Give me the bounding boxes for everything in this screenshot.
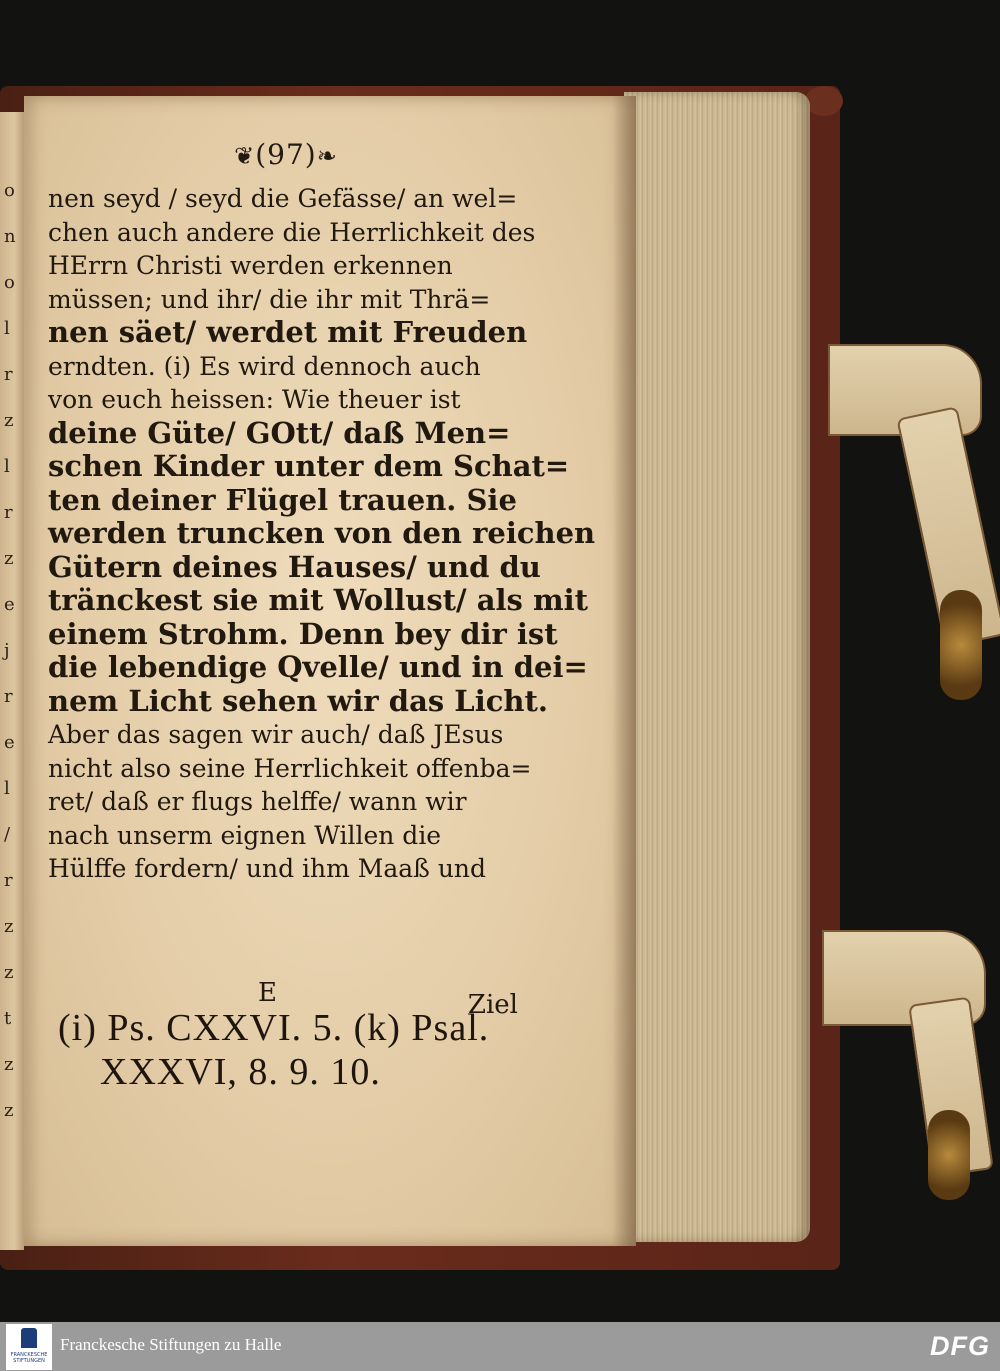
text-line: nen seyd / seyd die Gefässe/ an wel= xyxy=(48,184,518,213)
signature-mark: E xyxy=(258,978,277,1008)
facing-page-letter: z xyxy=(4,1054,14,1075)
page-fore-edge xyxy=(624,92,810,1242)
facing-page-letter: z xyxy=(4,962,14,983)
ornament-right-icon: ❧ xyxy=(316,142,338,170)
ornament-left-icon: ❦ xyxy=(234,142,256,170)
facing-page-letter: e xyxy=(4,594,15,615)
text-line: müssen; und ihr/ die ihr mit Thrä= xyxy=(48,284,491,314)
page-body-text xyxy=(48,182,596,886)
text-line: nen säet/ werdet mit Freuden xyxy=(48,315,528,349)
clasp-metal-top xyxy=(940,590,982,700)
facing-page-letter: l xyxy=(4,456,10,477)
page-number: (97) xyxy=(255,138,317,171)
institution-logo[interactable] xyxy=(6,1324,52,1370)
page-header xyxy=(196,138,376,171)
text-line: nem Licht sehen wir das Licht. xyxy=(48,683,548,718)
text-line: Aber das sagen wir auch/ daß JEsus xyxy=(48,720,504,749)
text-line: schen Kinder unter dem Schat= xyxy=(48,449,570,483)
facing-page-letter: / xyxy=(4,824,11,845)
footer-bar xyxy=(0,1322,1000,1371)
gutter-shadow xyxy=(612,96,636,1246)
facing-page-letter: z xyxy=(4,548,14,569)
text-line: chen auch andere die Herrlichkeit des xyxy=(48,217,536,247)
clasp-metal-bottom xyxy=(928,1110,970,1200)
facing-page-letter: r xyxy=(4,364,13,385)
text-line: ret/ daß er flugs helffe/ wann wir xyxy=(48,787,467,816)
text-line: ten deiner Flügel trauen. Sie xyxy=(48,482,517,517)
facing-page-letter: r xyxy=(4,502,13,523)
facing-page-letter: r xyxy=(4,686,13,707)
facing-page-letter: l xyxy=(4,318,10,339)
facing-page-edge xyxy=(0,112,24,1250)
facing-page-letter: l xyxy=(4,778,10,799)
footnote-line-1: (i) Ps. CXXVI. 5. (k) Psal. xyxy=(58,1007,490,1049)
facing-page-letter: t xyxy=(4,1008,12,1029)
footnote-line-2: XXXVI, 8. 9. 10. xyxy=(100,1051,381,1093)
facing-page-letter: o xyxy=(4,180,15,201)
text-line: einem Strohm. Denn bey dir ist xyxy=(48,616,558,651)
facing-page-letter: z xyxy=(4,1100,14,1121)
text-line: nach unserm eignen Willen die xyxy=(48,820,442,850)
text-line: HErrn Christi werden erkennen xyxy=(48,251,453,280)
text-line: die lebendige Qvelle/ und in dei= xyxy=(48,650,588,684)
cover-corner xyxy=(805,86,843,116)
text-line: von euch heissen: Wie theuer ist xyxy=(48,385,461,414)
dfg-logo[interactable]: DFG xyxy=(930,1331,990,1361)
text-line: Hülffe fordern/ und ihm Maaß und xyxy=(48,854,487,883)
catchword: Ziel xyxy=(467,990,518,1020)
text-line: erndten. (i) Es wird dennoch auch xyxy=(48,351,481,381)
logo-text: FRANCKESCHE STIFTUNGEN xyxy=(10,1352,48,1364)
facing-page-letter: o xyxy=(4,272,15,293)
facing-page-letter: j xyxy=(4,640,10,661)
text-line: nicht also seine Herrlichkeit offenba= xyxy=(48,753,532,783)
facing-page-letter: z xyxy=(4,410,14,431)
text-line: deine Güte/ GOtt/ daß Men= xyxy=(48,415,511,450)
text-line: werden truncken von den reichen xyxy=(48,516,596,550)
institution-name[interactable]: Franckesche Stiftungen zu Halle xyxy=(60,1335,282,1354)
facing-page-letter: r xyxy=(4,870,13,891)
facing-page-letter: e xyxy=(4,732,15,753)
building-icon xyxy=(21,1328,37,1348)
text-line: Gütern deines Hauses/ und du xyxy=(48,549,541,584)
text-line: tränckest sie mit Wollust/ als mit xyxy=(48,583,589,617)
facing-page-letter: n xyxy=(4,226,16,247)
facing-page-letter: z xyxy=(4,916,14,937)
